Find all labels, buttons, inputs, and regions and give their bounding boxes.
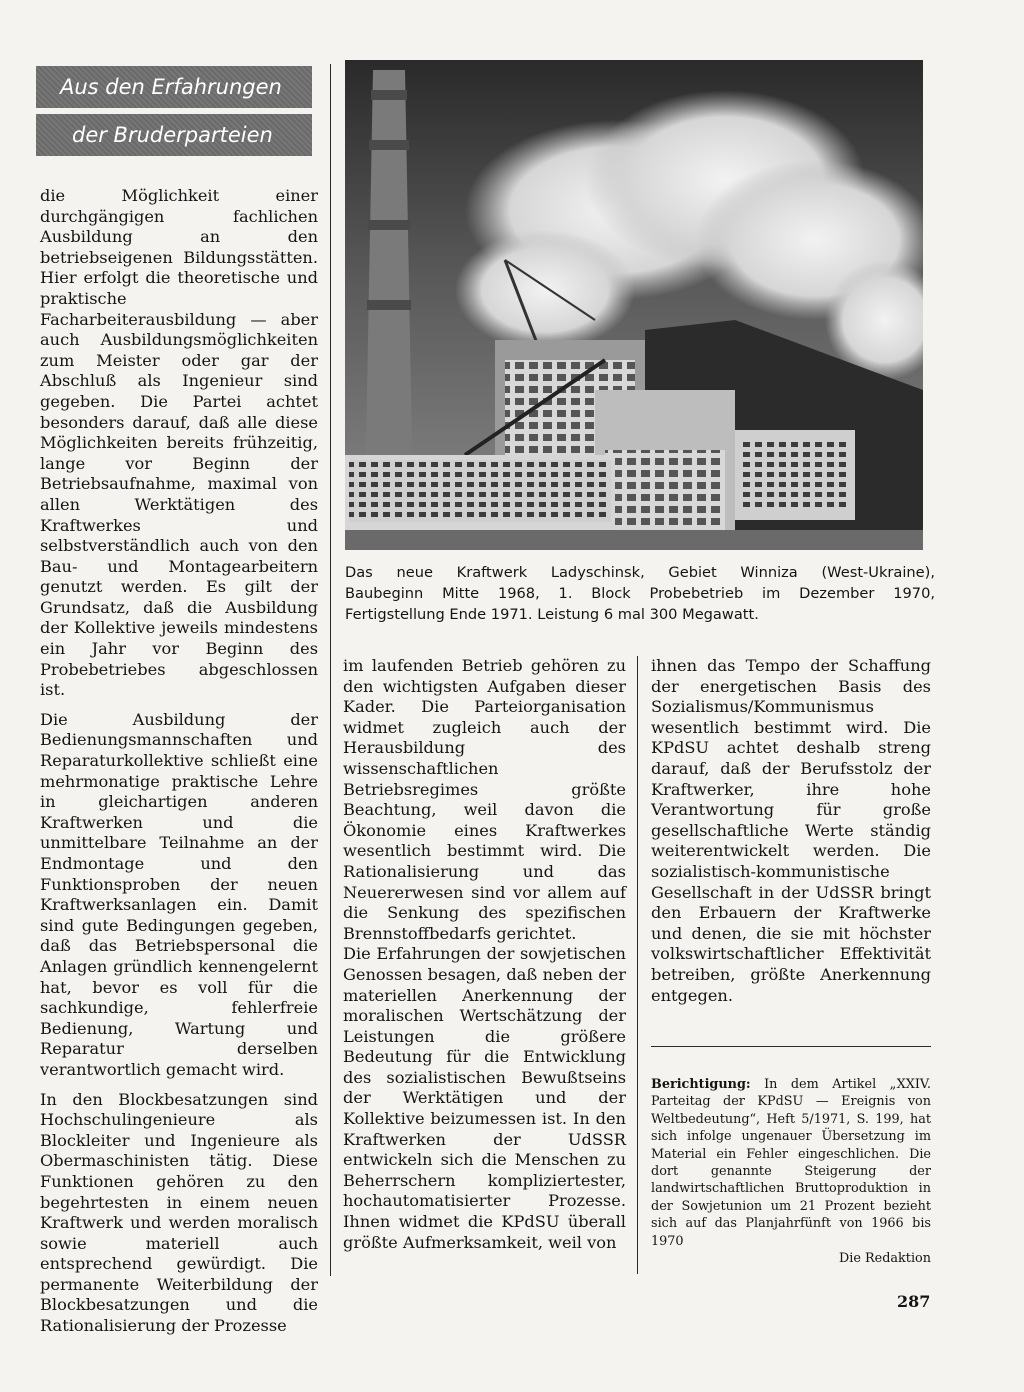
caption-line: Das neue Kraftwerk Ladyschinsk, Gebiet Winniza (West-Ukraine), [345, 564, 935, 581]
caption-line: Baubeginn Mitte 1968, 1. Block Probebetrieb im Dezember 1970, [345, 585, 935, 602]
correction-text: In dem Artikel „XXIV. Parteitag der KPdSU — Ereignis von Weltbedeutung“, Heft 5/1971, S. 199, hat sich infolge ungenauer Übersetzung im Material ein Fehler eingeschlichen. Die dort genannte Steigerung der landwirtschaftlichen Bruttoproduktion in der Sowjetunion um 21 Prozent bezieht sich auf das Planjahrfünft von 1966 bis 1970 [651, 1077, 931, 1249]
column-divider-middle [637, 656, 638, 1274]
correction-divider [651, 1046, 931, 1047]
correction-signature: Die Redaktion [839, 1251, 931, 1267]
page-number: 287 [897, 1292, 931, 1311]
column-left [40, 186, 318, 1337]
paragraph: im laufenden Betrieb gehören zu den wichtigsten Aufgaben dieser Kader. Die Parteiorganisation widmet zugleich auch der Herausbildung des wissenschaftlichen Betriebsregimes größte Beachtung, weil davon die Ökonomie eines Kraftwerkes wesentlich bestimmt wird. Die Rationalisierung und das Neuererwesen sind vor allem auf die Senkung des spezifischen Brennstoffbedarfs gerichtet. [343, 656, 626, 943]
correction-heading: Berichtigung: [651, 1077, 751, 1092]
paragraph: In den Blockbesatzungen sind Hochschulingenieure als Blockleiter und Ingenieure als Obermaschinisten tätig. Diese Funktionen gehören zu den begehrtesten in einem neuen Kraftwerk und werden moralisch sowie materiell auch entsprechend gewürdigt. Die permanente Weiterbildung der Blockbesatzungen und die Rationalisierung der Prozesse [40, 1089, 318, 1336]
section-banner-line-2: der Bruderparteien [36, 114, 312, 156]
caption-line: Fertigstellung Ende 1971. Leistung 6 mal 300 Megawatt. [345, 606, 759, 623]
power-plant-photo [345, 60, 923, 550]
paragraph: die Möglichkeit einer durchgängigen fachlichen Ausbildung an den betriebseigenen Bildungsstätten. Hier erfolgt die theoretische und praktische Facharbeiterausbildung — aber auch Ausbildungsmöglichkeiten zum Meister oder gar der Abschluß als Ingenieur sind gegeben. Die Partei achtet besonders darauf, daß alle diese Möglichkeiten bereits frühzeitig, lange vor Beginn der Betriebsaufnahme, maximal von allen Werktätigen des Kraftwerkes und selbstverständlich auch von den Bau- und Montagearbeitern genutzt werden. Es gilt der Grundsatz, daß die Ausbildung der Kollektive jeweils mindestens ein Jahr vor Beginn des Probebetriebes abgeschlossen ist. [40, 186, 318, 700]
paragraph: Die Ausbildung der Bedienungsmannschaften und Reparaturkollektive schließt eine mehrmonatige praktische Lehre in gleichartigen anderen Kraftwerken und die unmittelbare Teilnahme an der Endmontage und den Funktionsproben der neuen Kraftwerksanlagen ein. Damit sind gute Bedingungen gegeben, daß das Betriebspersonal die Anlagen gründlich kennengelernt hat, bevor es voll für die sachkundige, fehlerfreie Bedienung, Wartung und Reparatur derselben verantwortlich gemacht wird. [40, 709, 318, 1079]
section-banner-line-1: Aus den Erfahrungen [36, 66, 312, 108]
correction-notice [651, 1076, 931, 1267]
column-middle [343, 656, 626, 1253]
column-divider-left [330, 64, 331, 1276]
paragraph: Die Erfahrungen der sowjetischen Genossen besagen, daß neben der materiellen Anerkennung der moralischen Wertschätzung der Leistungen die größere Bedeutung für die Entwicklung des sozialistischen Bewußtseins der Werktätigen und der Kollektive beizumessen ist. In den Kraftwerken der UdSSR entwickeln sich die Menschen zu Beherrschern kompliziertester, hochautomatisierter Prozesse. Ihnen widmet die KPdSU überall größte Aufmerksamkeit, weil von [343, 944, 626, 1252]
photo-caption [345, 562, 935, 625]
column-right [651, 656, 931, 1006]
paragraph: ihnen das Tempo der Schaffung der energetischen Basis des Sozialismus/Kommunismus wesentlich bestimmt wird. Die KPdSU achtet deshalb streng darauf, daß der Berufsstolz der Kraftwerker, ihre hohe Verantwortung für große gesellschaftliche Werte ständig weiterentwickelt werden. Die sozialistisch-kommunistische Gesellschaft in der UdSSR bringt den Erbauern der Kraftwerke und denen, die sie mit höchster volkswirtschaftlicher Effektivität betreiben, größte Anerkennung entgegen. [651, 656, 931, 1005]
